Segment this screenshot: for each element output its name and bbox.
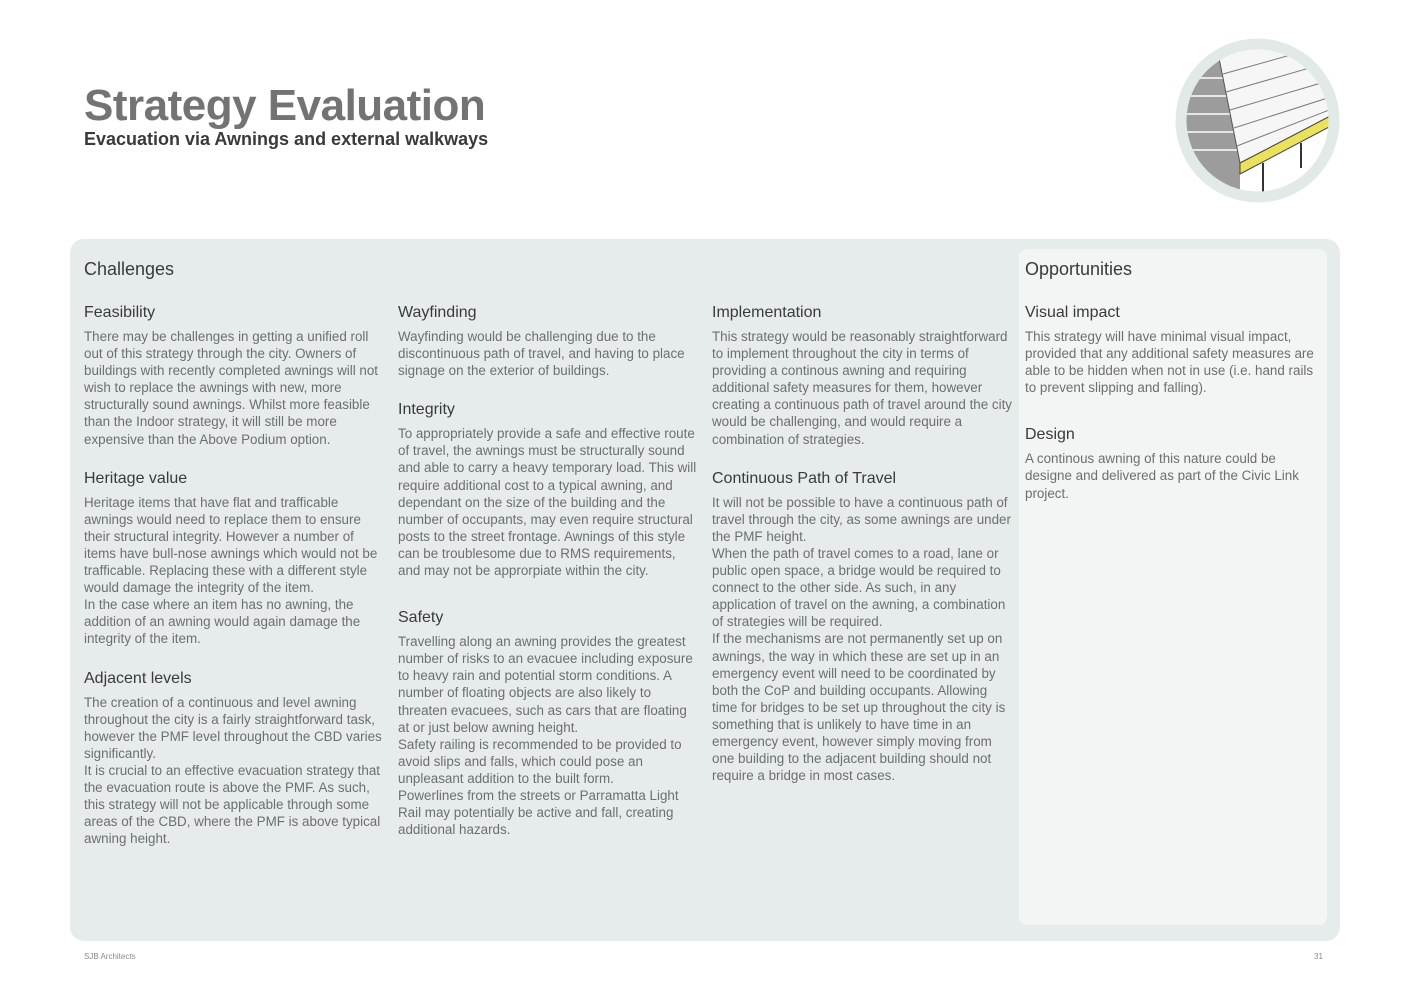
challenges-heading: Challenges [84,259,175,279]
awning-building-icon [1175,38,1340,203]
section-text: Travelling along an awning provides the greatest number of risks to an evacuee including exposure to heavy rain and potential storm conditions. A number of floating objects are also likely to threaten evacuees, such as cars that are floating at or just below awning height. Safety railing is recommended to be provided to avoid slips and falls, which could pose an unpleasant addition to the built form. Powerlines from the streets or Parramatta Light Rail may potentially be active and fall, creating additional hazards. [398,634,693,838]
section-text: Heritage items that have flat and trafficable awnings would need to replace them to ensure their structural integrity. However a number of items have bull-nose awnings which would not be trafficable. Replacing these with a different style would damage the integrity of the item. In the case where an item has no awning, the addition of an awning would again damage the integrity of the item. [84,494,378,647]
section-implementation [712,302,1012,448]
section-text: It will not be possible to have a continuous path of travel through the city, as some awnings are under the PMF height. When the path of travel comes to a road, lane or public open space, a bridge would be required to connect to the other side. As such, in any application of travel on the awning, a combination of strategies will be required. If the mechanisms are not permanently set up on awnings, the way in which these are set up in an emergency event will need to be coordinated by both the CoP and building occupants. Allowing time for bridges to be set up throughout the city is something that is unlikely to have time in an emergency event, however simply moving from one building to the adjacent building should not require a bridge in most cases. [712,494,1011,784]
page-subtitle: Evacuation via Awnings and external walkways [84,129,489,149]
section-text: The creation of a continuous and level awning throughout the city is a fairly straightforward task, however the PMF level throughout the CBD varies significantly. It is crucial to an effective evacuation strategy that the evacuation route is above the PMF. As such, this strategy will not be applicable through some areas of the CBD, where the PMF is above typical awning height. [84,694,382,847]
section-title: Design [1025,426,1075,444]
opportunities-column [1025,302,1323,522]
section-title: Continuous Path of Travel [712,469,897,487]
page-title: Strategy Evaluation [84,81,486,130]
challenges-column-3 [712,302,1012,804]
section-continuous-path [712,468,1012,785]
section-text: Wayfinding would be challenging due to the discontinuous path of travel, and having to place signage on the exterior of buildings. [398,329,685,379]
section-title: Visual impact [1025,304,1120,321]
footer-company: SJB Architects [84,952,136,961]
section-safety [398,607,698,838]
section-heritage-value [84,468,384,648]
section-text: This strategy will have minimal visual impact, provided that any additional safety measures are able to be hidden when not in use (i.e. hand rails to prevent slipping and falling). [1025,329,1314,396]
section-design [1025,424,1323,501]
section-title: Implementation [712,304,822,321]
section-text: This strategy would be reasonably straightforward to implement throughout the city in terms of providing a continous awning and requiring additional safety measures for them, however creating a continuous path of travel around the city would be challenging, and would require a combination of strategies. [712,329,1012,447]
page-number: 31 [1314,952,1323,961]
section-wayfinding [398,302,698,379]
section-title: Wayfinding [398,304,477,321]
section-visual-impact [1025,302,1323,396]
section-title: Heritage value [84,469,188,487]
section-title: Integrity [398,401,455,419]
challenges-column-1 [84,302,384,867]
section-text: There may be challenges in getting a unified roll out of this strategy through the city. Owners of buildings with recently completed awnings will not wish to replace the awnings with new, more structurally sound awnings. Whilst more feasible than the Indoor strategy, it will still be more expensive than the Above Podium option. [84,329,378,447]
section-text: To appropriately provide a safe and effective route of travel, the awnings must be structurally sound and able to carry a heavy temporary load. This will require additional cost to a typical awning, and dependant on the size of the building and the number of occupants, may even require structural posts to the street frontage. Awnings of this style can be troublesome due to RMS requirements, and may not be approrpiate within the city. [398,426,697,579]
section-feasibility [84,302,384,448]
section-title: Feasibility [84,304,156,321]
section-title: Adjacent levels [84,669,192,687]
opportunities-heading: Opportunities [1025,259,1133,279]
section-integrity [398,399,698,579]
section-title: Safety [398,609,444,627]
section-text: A continous awning of this nature could be designe and delivered as part of the Civic Link project. [1025,451,1299,501]
section-adjacent-levels [84,668,384,848]
challenges-column-2 [398,302,698,858]
